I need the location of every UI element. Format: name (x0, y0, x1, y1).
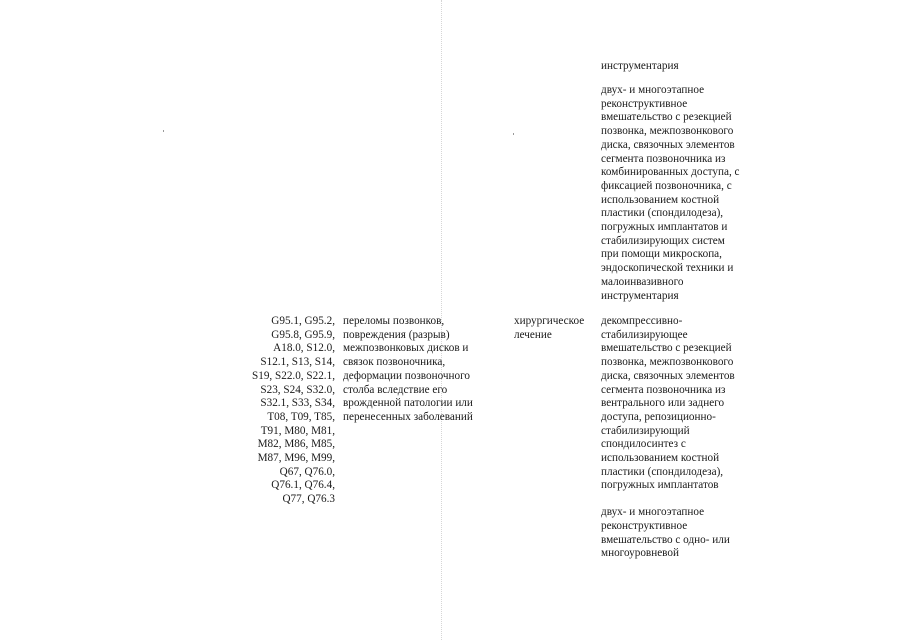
prev-method-line: пластики (спондилодеза), (601, 207, 724, 220)
icd-codes-line: A18.0, S12.0, (273, 342, 335, 355)
method-line: использованием костной (601, 452, 720, 465)
icd-codes-line: Q77, Q76.3 (282, 493, 335, 506)
prev-method-line: фиксацией позвоночника, с (601, 179, 732, 192)
prev-method-line: использованием костной (601, 193, 720, 206)
prev-method-line: реконструктивное (601, 97, 688, 110)
icd-codes-line: M87, M96, M99, (257, 452, 335, 465)
icd-codes-line: S12.1, S13, S14, (260, 356, 335, 369)
treatment-line: лечение (514, 328, 552, 341)
method-line: спондилосинтез с (601, 438, 686, 451)
prev-method-line: погружных имплантатов и (601, 221, 728, 234)
icd-codes-line: M82, M86, M85, (257, 438, 335, 451)
method-line: диска, связочных элементов (601, 369, 735, 382)
diagnosis-line: врожденной патологии или (343, 397, 473, 410)
method-line: пластики (спондилодеза), (601, 465, 724, 478)
prev-method-line: сегмента позвоночника из (601, 152, 726, 165)
scan-speck-left (163, 130, 164, 132)
method-line: позвонка, межпозвонкового (601, 356, 734, 369)
icd-codes-line: Q67, Q76.0, (279, 465, 335, 478)
prev-method-line: при помощи микроскопа, (601, 248, 722, 261)
diagnosis-column (343, 315, 473, 425)
method-block-decompressive (601, 315, 735, 493)
method-line: погружных имплантатов (601, 479, 719, 492)
continuation-column (601, 60, 679, 74)
icd-codes-line: G95.1, G95.2, (271, 315, 335, 327)
prev-method-line: стабилизирующих систем (601, 234, 725, 247)
method-line: многоуровневой (601, 547, 679, 560)
diagnosis-line: столба вследствие его (343, 383, 448, 396)
method-line: реконструктивное (601, 519, 688, 532)
method-column (601, 315, 735, 574)
icd-codes-line: S32.1, S33, S34, (260, 397, 335, 410)
treatment-column (514, 315, 584, 342)
prev-method-line: диска, связочных элементов (601, 138, 735, 151)
treatment-line: хирургическое (514, 315, 585, 327)
diagnosis-line: переломы позвонков, (343, 315, 445, 327)
method-line: сегмента позвоночника из (601, 383, 726, 396)
prev-method-line: инструментария (601, 289, 679, 302)
icd-codes-line: T08, T09, T85, (267, 410, 335, 423)
prev-method-line: малоинвазивного (601, 275, 684, 288)
method-line: стабилизирующее (601, 328, 688, 341)
method-line: вмешательство с резекцией (601, 342, 732, 355)
prev-method-line: эндоскопической техники и (601, 262, 734, 275)
diagnosis-line: деформации позвоночного (343, 369, 470, 382)
scan-speck-center (513, 133, 514, 135)
method-line: стабилизирующий (601, 424, 690, 437)
method-line: декомпрессивно- (601, 315, 683, 327)
prev-method-line: позвонка, межпозвонкового (601, 125, 734, 138)
prev-method-column (601, 84, 740, 303)
prev-method-line: вмешательство с резекцией (601, 111, 732, 124)
method-line: доступа, репозиционно- (601, 410, 716, 423)
icd-codes-line: T91, M80, M81, (260, 424, 335, 437)
diagnosis-line: межпозвонковых дисков и (343, 342, 469, 355)
prev-method-line: комбинированных доступа, с (601, 166, 740, 179)
icd-codes-line: Q76.1, Q76.4, (271, 479, 335, 492)
icd-codes-column (252, 315, 335, 507)
method-line: двух- и многоэтапное (601, 506, 705, 519)
icd-codes-line: S19, S22.0, S22.1, (252, 369, 335, 382)
continuation-text: инструментария (601, 60, 679, 72)
method-line: вмешательство с одно- или (601, 533, 730, 546)
diagnosis-line: перенесенных заболеваний (343, 410, 473, 423)
icd-codes-line: G95.8, G95.9, (271, 328, 335, 341)
prev-method-line: двух- и многоэтапное (601, 84, 705, 96)
method-block-reconstructive (601, 506, 735, 561)
diagnosis-line: повреждения (разрыв) (343, 328, 450, 341)
method-line: вентрального или заднего (601, 397, 725, 410)
diagnosis-line: связок позвоночника, (343, 356, 446, 369)
icd-codes-line: S23, S24, S32.0, (260, 383, 335, 396)
